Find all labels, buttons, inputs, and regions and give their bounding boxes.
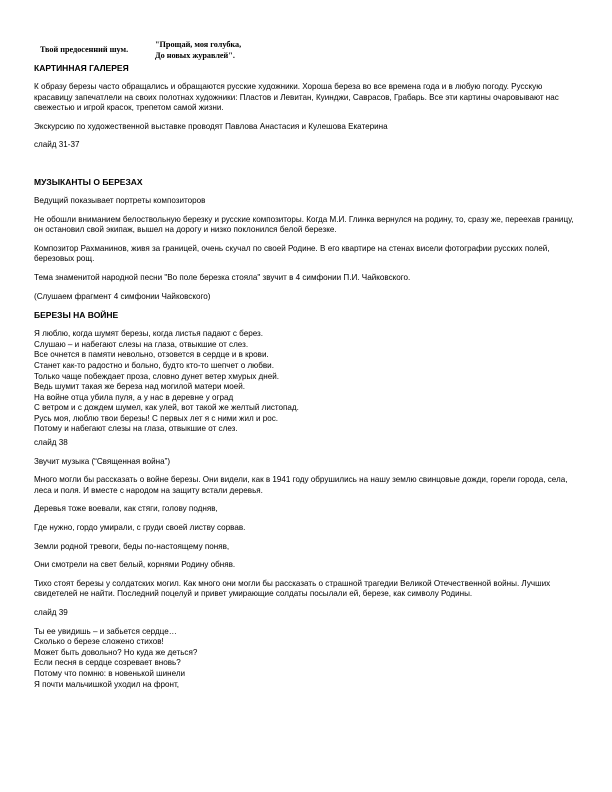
slide-reference: слайд 38 xyxy=(34,438,68,448)
poem-line: Может быть довольно? Но куда же деться? xyxy=(34,647,198,657)
poem-line: С ветром и с дождем шумел, как улей, вот такой же желтый листопад. xyxy=(34,403,299,413)
poem-line: Ведь шумит такая же береза над могилой матери моей. xyxy=(34,382,246,392)
poem-line: Все очнется в памяти невольно, отзовется в сердце и в крови. xyxy=(34,350,269,360)
paragraph: Тихо стоят березы у солдатских могил. Как много они могли бы рассказать о страшной трагедии Великой Отечественной войны. Лучших свидетелей не найти. Последний поцелуй и привет умирающие солдаты посылали ей, березе, как символу Родины. xyxy=(34,578,551,599)
section-heading-musicians: МУЗЫКАНТЫ О БЕРЕЗАХ xyxy=(34,176,143,187)
paragraph: Композитор Рахманинов, живя за границей, очень скучал по своей Родине. В его квартире на стенах висели фотографии русских полей, березовых рощ. xyxy=(34,243,550,264)
verse-line: Они смотрели на свет белый, корнями Родину обняв. xyxy=(34,560,236,570)
paragraph: Ведущий показывает портреты композиторов xyxy=(34,195,206,205)
header-quote-line: "Прощай, моя голубка, xyxy=(155,40,242,49)
poem-line: Русь моя, люблю твои березы! С первых лет я с ними жил и рос. xyxy=(34,413,279,423)
poem xyxy=(34,329,582,435)
paragraph: Тема знаменитой народной песни "Во поле березка стояла" звучит в 4 симфонии П.И. Чайковского. xyxy=(34,272,411,282)
poem-line: Потому что помню: в новенькой шинели xyxy=(34,668,186,678)
poem xyxy=(34,627,582,691)
slide-reference: слайд 39 xyxy=(34,608,68,617)
header-quote-line: До новых журавлей". xyxy=(155,51,235,60)
spacer xyxy=(34,159,582,177)
section-heading-gallery: КАРТИННАЯ ГАЛЕРЕЯ xyxy=(34,63,129,73)
paragraph: Звучит музыка (“Священная война”) xyxy=(34,456,171,466)
poem-line: Потому и набегают слезы на глаза, отвыкшие от слез. xyxy=(34,424,238,434)
paragraph: Не обошли вниманием белоствольную березку и русские композиторы. Когда М.И. Глинка вернулся на родину, то, сразу же, переехав границу, он остановил свой экипаж, вышел на дорогу и низко поклонился белой березке. xyxy=(34,214,574,235)
poem-line: Только чаще побеждает проза, словно дунет ветер хмурых дней. xyxy=(34,371,280,381)
poem-line: Я почти мальчишкой уходил на фронт, xyxy=(34,679,180,689)
poem-line: Если песня в сердце созревает вновь? xyxy=(34,658,181,668)
header-right-quote xyxy=(155,39,241,61)
paragraph: Экскурсию по художественной выставке проводят Павлова Анастасия и Кулешова Екатерина xyxy=(34,121,388,131)
poem-line: Станет как-то радостно и больно, будто кто-то шепчет о любви. xyxy=(34,360,274,370)
paragraph: (Слушаем фрагмент 4 симфонии Чайковского) xyxy=(34,291,211,301)
verse-line: Деревья тоже воевали, как стяги, голову подняв, xyxy=(34,504,218,514)
paragraph: К образу березы часто обращались и обращаются русские художники. Хороша береза во все времена года и в любую погоду. Русскую красавицу запечатлели на своих полотнах художники: Пластов и Левитан, Куинджи, Саврасов, Грабарь. Все эти картины очаровывают нас свежестью и игрой красок, трепетом самой жизни. xyxy=(34,82,559,113)
poem-line: Слушаю – и набегают слезы на глаза, отвыкшие от слез. xyxy=(34,339,249,349)
header-left-text: Твой предосенний шум. xyxy=(40,45,129,54)
slide-reference: слайд 31-37 xyxy=(34,140,80,150)
verse-line: Где нужно, гордо умирали, с груди своей листву сорвав. xyxy=(34,523,246,533)
poem-line: Сколько о березе сложено стихов! xyxy=(34,637,164,647)
verse-line: Земли родной тревоги, беды по-настоящему поняв, xyxy=(34,541,230,551)
poem-line: На войне отца убила пуля, а у нас в деревне у оград xyxy=(34,392,234,402)
paragraph: Много могли бы рассказать о войне березы. Они видели, как в 1941 году обрушились на нашу землю свинцовые дожди, горели города, села, леса и поля. И вместе с народом на защиту встали деревья. xyxy=(34,475,568,495)
poem-line: Ты ее увидишь – и забьется сердце… xyxy=(34,626,177,636)
poem-line: Я люблю, когда шумят березы, когда листья падают с берез. xyxy=(34,329,264,339)
document-body xyxy=(34,63,582,693)
section-heading-war: БЕРЕЗЫ НА ВОЙНЕ xyxy=(34,310,119,321)
